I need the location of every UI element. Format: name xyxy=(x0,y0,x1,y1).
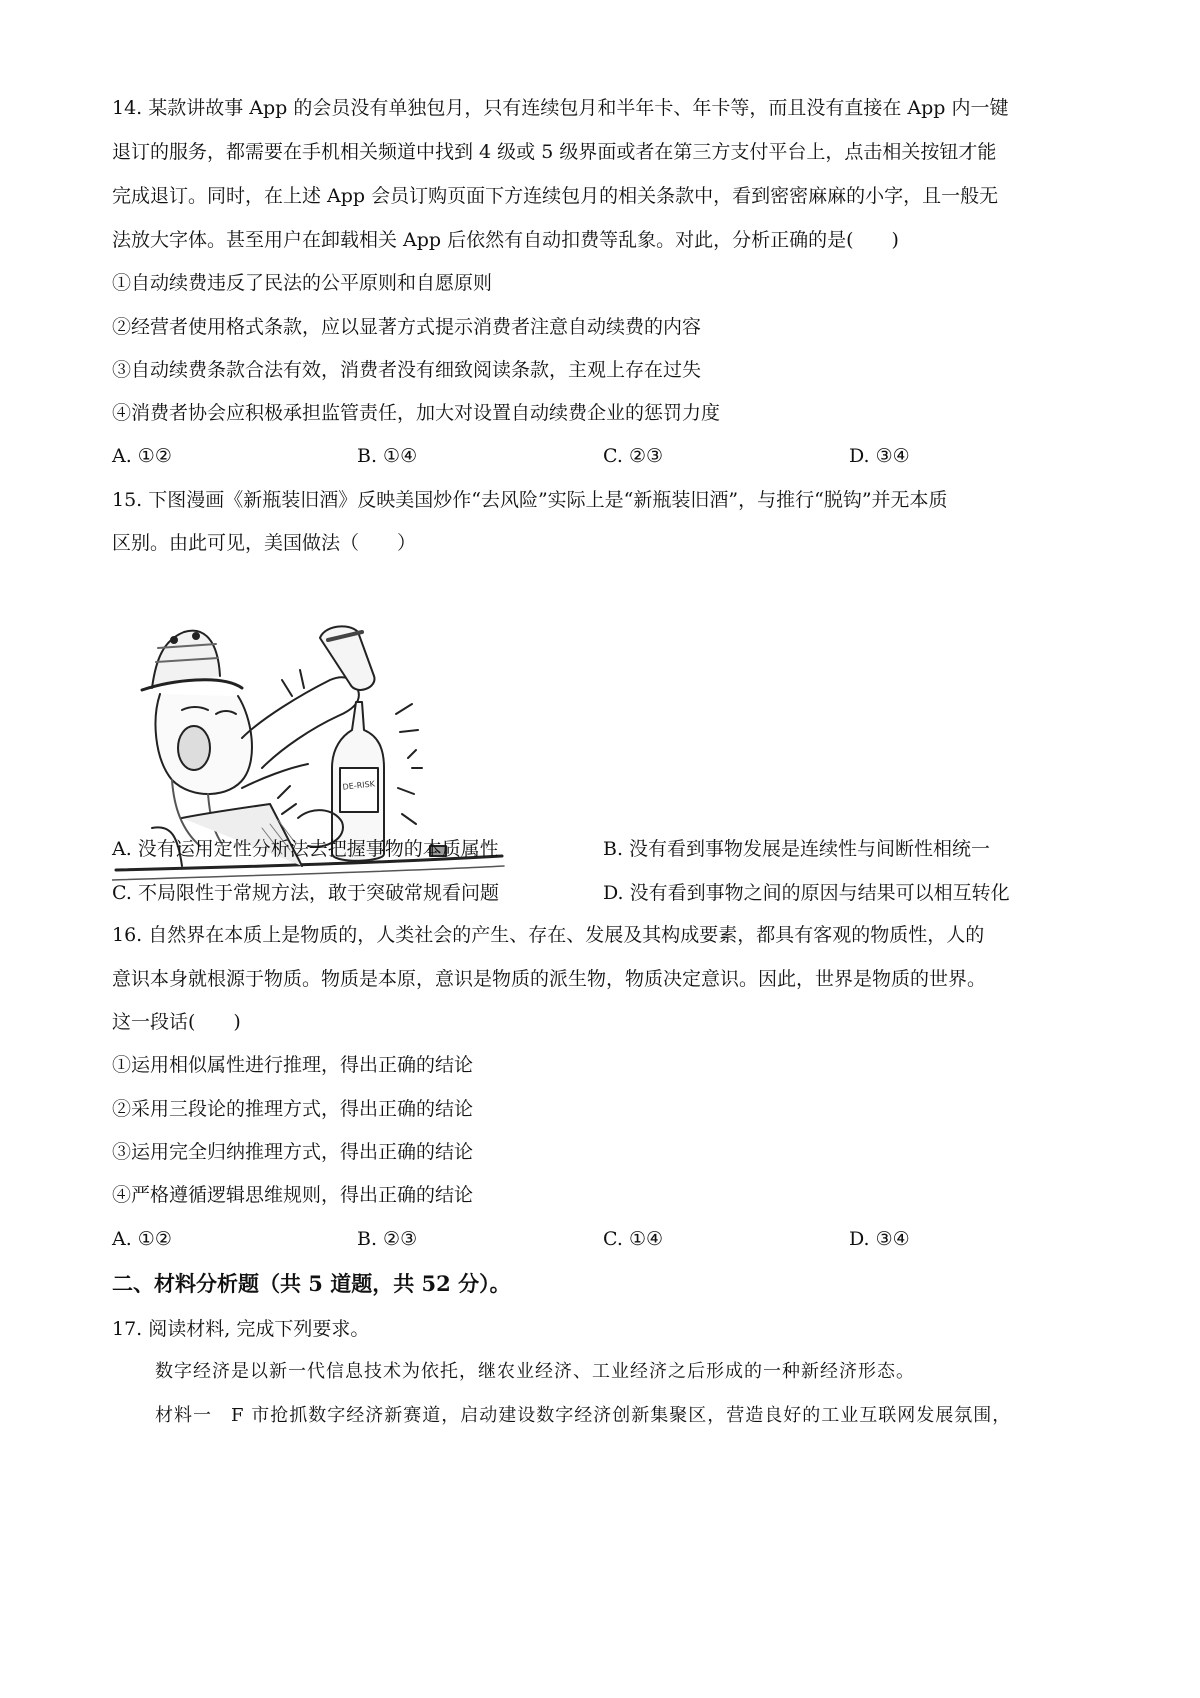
q15-option-a[interactable]: A. 没有运用定性分析法去把握事物的本质属性 xyxy=(112,838,499,860)
q14-stem-line-4: 法放大字体。甚至用户在卸载相关 App 后依然有自动扣费等乱象。对此，分析正确的是( ) xyxy=(112,229,899,251)
q16-option-d[interactable]: D. ③④ xyxy=(849,1228,910,1250)
q15-stem-line-2: 区别。由此可见，美国做法（ ） xyxy=(112,532,417,554)
q16-statement-1: ①运用相似属性进行推理，得出正确的结论 xyxy=(112,1054,474,1076)
q14-stem-line-2: 退订的服务，都需要在手机相关频道中找到 4 级或 5 级界面或者在第三方支付平台上，点击相关按钮才能 xyxy=(112,141,997,163)
q16-statement-2: ②采用三段论的推理方式，得出正确的结论 xyxy=(112,1098,474,1120)
section-heading: 二、材料分析题（共 5 道题，共 52 分）。 xyxy=(112,1271,511,1296)
q16-statement-3: ③运用完全归纳推理方式，得出正确的结论 xyxy=(112,1141,474,1163)
q14-option-c[interactable]: C. ②③ xyxy=(603,445,664,467)
cartoon-bottle-label: DE-RISK xyxy=(342,779,376,792)
q16-stem-line-1: 16. 自然界在本质上是物质的，人类社会的产生、存在、发展及其构成要素，都具有客观的物质性，人的 xyxy=(112,924,985,946)
q17-material-1: 材料一 F 市抢抓数字经济新赛道，启动建设数字经济创新集聚区，营造良好的工业互联网发展氛围， xyxy=(155,1405,1012,1426)
q14-stem-line-1: 14. 某款讲故事 App 的会员没有单独包月，只有连续包月和半年卡、年卡等，而且没有直接在 App 内一键 xyxy=(112,97,1009,119)
q14-statement-2: ②经营者使用格式条款，应以显著方式提示消费者注意自动续费的内容 xyxy=(112,316,702,338)
q14-statement-3: ③自动续费条款合法有效，消费者没有细致阅读条款，主观上存在过失 xyxy=(112,359,702,381)
q16-option-b[interactable]: B. ②③ xyxy=(357,1228,418,1250)
q16-option-a[interactable]: A. ①② xyxy=(112,1228,172,1250)
q14-option-a[interactable]: A. ①② xyxy=(112,445,172,467)
q14-statement-1: ①自动续费违反了民法的公平原则和自愿原则 xyxy=(112,272,493,294)
q15-stem-line-1: 15. 下图漫画《新瓶装旧酒》反映美国炒作“去风险”实际上是“新瓶装旧酒”，与推行“脱钩”并无本质 xyxy=(112,489,948,511)
q15-option-c[interactable]: C. 不局限性于常规方法，敢于突破常规看问题 xyxy=(112,882,499,904)
q16-option-c[interactable]: C. ①④ xyxy=(603,1228,664,1250)
q14-statement-4: ④消费者协会应积极承担监管责任，加大对设置自动续费企业的惩罚力度 xyxy=(112,402,721,424)
q14-stem-line-3: 完成退订。同时，在上述 App 会员订购页面下方连续包月的相关条款中，看到密密麻麻的小字，且一般无 xyxy=(112,185,999,207)
q14-option-d[interactable]: D. ③④ xyxy=(849,445,910,467)
q17-material-intro: 数字经济是以新一代信息技术为依托，继农业经济、工业经济之后形成的一种新经济形态。 xyxy=(155,1361,915,1382)
q16-stem-line-2: 意识本身就根源于物质。物质是本原，意识是物质的派生物，物质决定意识。因此，世界是物质的世界。 xyxy=(112,968,987,990)
q14-option-b[interactable]: B. ①④ xyxy=(357,445,418,467)
q15-option-b[interactable]: B. 没有看到事物发展是连续性与间断性相统一 xyxy=(603,838,991,860)
q16-statement-4: ④严格遵循逻辑思维规则，得出正确的结论 xyxy=(112,1184,474,1206)
q15-option-d[interactable]: D. 没有看到事物之间的原因与结果可以相互转化 xyxy=(603,882,1010,904)
q17-stem: 17. 阅读材料, 完成下列要求。 xyxy=(112,1318,370,1340)
q16-stem-line-3: 这一段话( ) xyxy=(112,1011,241,1033)
